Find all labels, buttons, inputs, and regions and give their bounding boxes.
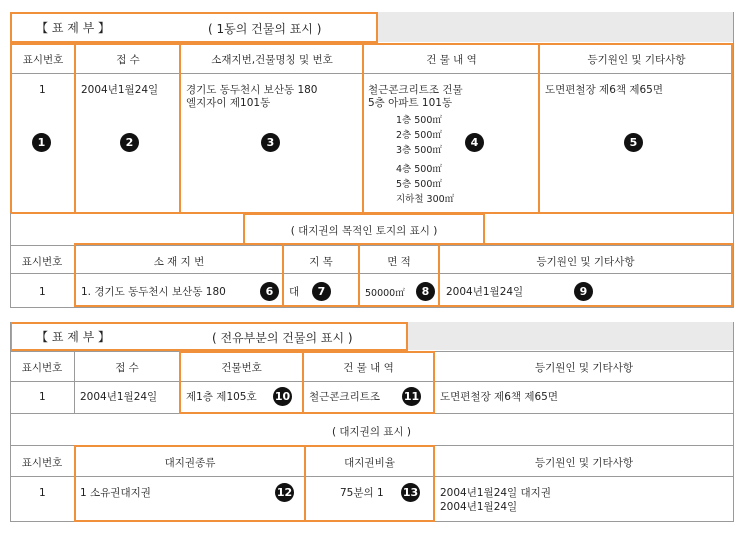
rights-row-ratio: 75분의 1	[340, 487, 384, 499]
floor-item: 3층 500㎡	[396, 145, 442, 156]
land-row-area: 50000㎡	[365, 288, 405, 299]
s2-row-number: 1	[39, 391, 46, 403]
s2-row-building-no: 제1층 제105호	[186, 391, 257, 403]
col-number-box	[10, 43, 76, 214]
col-remarks-box	[538, 43, 733, 214]
row-remarks: 도면편철장 제6책 제65면	[545, 84, 664, 96]
col-building-box	[362, 43, 540, 214]
callout-badge: 1	[32, 133, 51, 152]
row-number: 1	[39, 84, 46, 96]
col-address-box	[179, 43, 364, 214]
callout-badge: 2	[120, 133, 139, 152]
land-header-area: 면 적	[387, 256, 411, 268]
row-address-line2: 엘지자이 제101동	[186, 97, 271, 109]
rule	[733, 413, 734, 522]
row-received: 2004년1월24일	[81, 84, 159, 96]
rule	[10, 307, 733, 308]
header-address: 소재지번,건물명칭 및 번호	[211, 54, 333, 66]
callout-badge: 10	[273, 387, 292, 406]
land-header-remarks: 등기원인 및 기타사항	[536, 256, 635, 268]
rule	[733, 12, 734, 214]
row-building-line1: 철근콘크리트조 건물	[368, 84, 463, 96]
section1-subtitle: ( 1동의 건물의 표시 )	[208, 22, 322, 36]
floor-item: 5층 500㎡	[396, 179, 442, 190]
header-remarks: 등기원인 및 기타사항	[587, 54, 686, 66]
land-header-category: 지 목	[309, 256, 333, 268]
rights-row-kind: 1 소유권대지권	[80, 487, 151, 499]
s2-header-building: 건 물 내 역	[343, 362, 394, 374]
callout-badge: 13	[401, 483, 420, 502]
section1-title: 【 표 제 부 】	[36, 21, 111, 35]
s2-row-remarks: 도면편철장 제6책 제65면	[440, 391, 559, 403]
land-row-category: 대	[289, 286, 300, 298]
rights-header-number: 표시번호	[21, 457, 63, 469]
callout-badge: 7	[312, 282, 331, 301]
rights-header-ratio: 대지권비율	[344, 457, 395, 469]
land-row-location: 1. 경기도 동두천시 보산동 180	[81, 286, 226, 298]
row-address-line1: 경기도 동두천시 보산동 180	[186, 84, 318, 96]
s2-header-remarks: 등기원인 및 기타사항	[535, 362, 633, 374]
s2-header-number: 표시번호	[21, 362, 63, 374]
land-row-remarks: 2004년1월24일	[446, 286, 524, 298]
section2-title: 【 표 제 부 】	[36, 330, 111, 344]
callout-badge: 9	[574, 282, 593, 301]
header-received: 접 수	[116, 54, 140, 66]
section1-title-bar-bg	[378, 12, 733, 42]
s2-row-received: 2004년1월24일	[80, 391, 158, 403]
floor-item: 1층 500㎡	[396, 115, 442, 126]
rule	[733, 213, 734, 308]
rights-row-remarks-line1: 2004년1월24일 대지권	[440, 487, 551, 499]
header-number: 표시번호	[22, 54, 64, 66]
land-title: ( 대지권의 목적인 토지의 표시 )	[290, 225, 438, 237]
callout-badge: 4	[465, 133, 484, 152]
callout-badge: 12	[275, 483, 294, 502]
rights-header-kind: 대지권종류	[164, 457, 216, 469]
s2-row-building: 철근콘크리트조	[309, 391, 381, 403]
callout-badge: 11	[402, 387, 421, 406]
rights-row-number: 1	[39, 487, 46, 499]
rights-header-remarks: 등기원인 및 기타사항	[535, 457, 633, 469]
rule	[733, 322, 734, 414]
callout-badge: 8	[416, 282, 435, 301]
callout-badge: 3	[261, 133, 280, 152]
rights-row-remarks-line2: 2004년1월24일	[440, 501, 518, 513]
section2-subtitle: ( 전유부분의 건물의 표시 )	[212, 331, 353, 345]
s2-header-building-no: 건물번호	[221, 362, 262, 374]
row-building-line2: 5층 아파트 101동	[368, 97, 453, 109]
land-row-number: 1	[39, 286, 46, 298]
col-received-box	[74, 43, 181, 214]
floor-item: 2층 500㎡	[396, 130, 442, 141]
s2-header-received: 접 수	[115, 362, 139, 374]
callout-badge: 5	[624, 133, 643, 152]
land-header-location: 소 재 지 번	[153, 256, 205, 268]
header-building: 건 물 내 역	[426, 54, 477, 66]
land-header-number: 표시번호	[21, 256, 63, 268]
rights-title: ( 대지권의 표시 )	[331, 426, 412, 438]
floor-item: 4층 500㎡	[396, 164, 442, 175]
callout-badge: 6	[260, 282, 279, 301]
floor-item: 지하철 300㎡	[396, 194, 455, 205]
section2-title-bar-bg	[408, 322, 733, 350]
